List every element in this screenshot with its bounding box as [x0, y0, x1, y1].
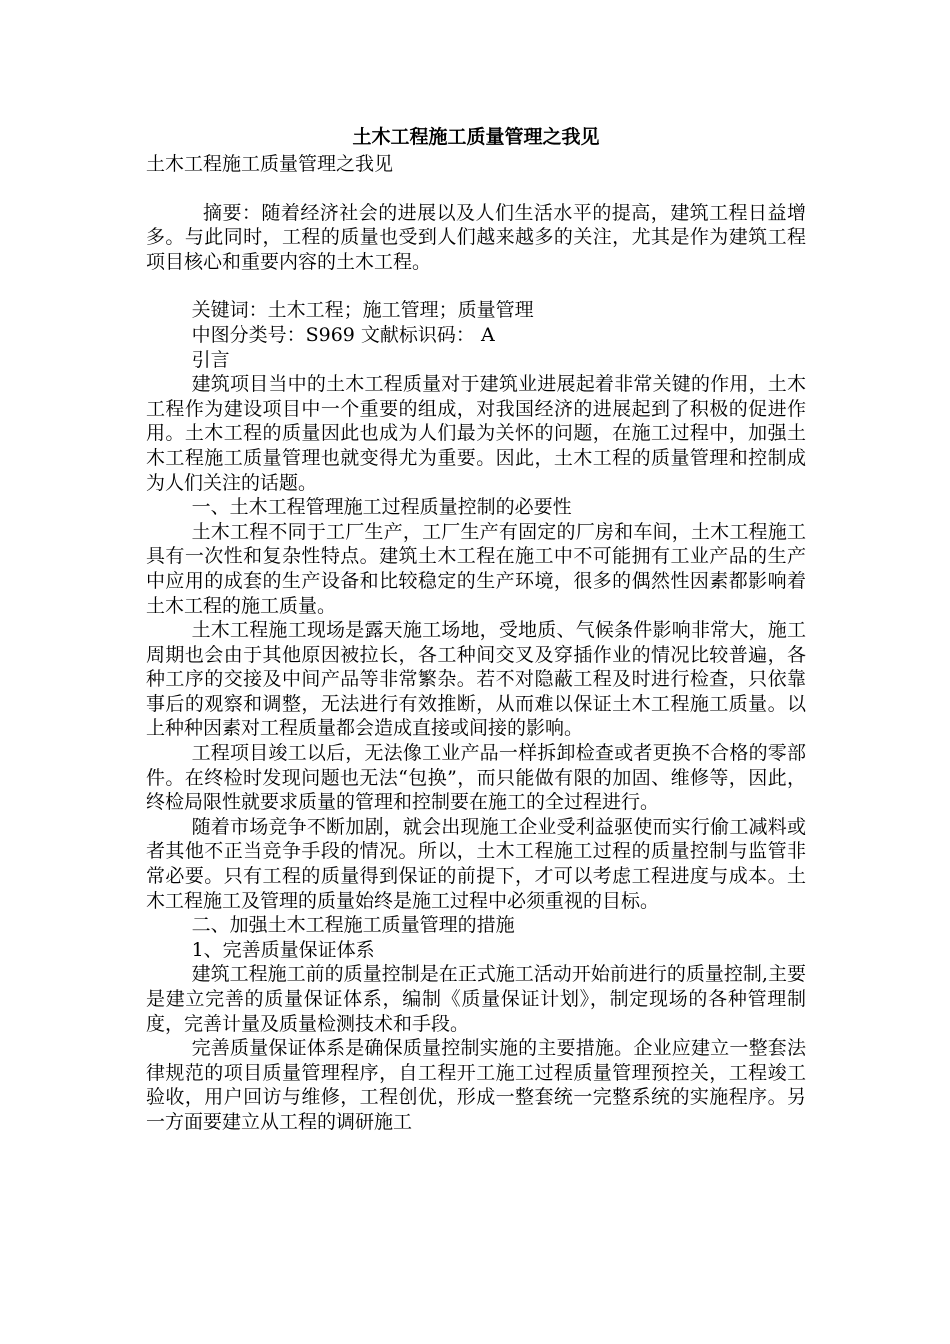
section-heading-1: 一、土木工程管理施工过程质量控制的必要性 [191, 496, 572, 519]
document-page [146, 122, 806, 1135]
subsection-heading-1: 1、完善质量保证体系 [191, 938, 375, 961]
body-paragraph: 随着市场竞争不断加剧，就会出现施工企业受利益驱使而实行偷工减料或者其他不正当竞争手段的情况。所以，土木工程施工过程的质量控制与监管非常必要。只有工程的质量得到保证的前提下，才可以考虑工程进度与成本。土木工程施工及管理的质量始终是施工过程中必须重视的目标。 [146, 815, 806, 912]
body-paragraph: 土木工程施工现场是露天施工场地，受地质、气候条件影响非常大，施工周期也会由于其他原因被拉长，各工种间交叉及穿插作业的情况比较普遍，各种工序的交接及中间产品等非常繁杂。若不对隐蔽工程及时进行检查，只依靠事后的观察和调整，无法进行有效推断，从而难以保证土木工程施工质量。以上种种因素对工程质量都会造成直接或间接的影响。 [146, 619, 806, 740]
body-paragraph: 建筑项目当中的土木工程质量对于建筑业进展起着非常关键的作用，土木工程作为建设项目中一个重要的组成，对我国经济的进展起到了积极的促进作用。土木工程的质量因此也成为人们最为关怀的问题，在施工过程中，加强土木工程施工质量管理也就变得尤为重要。因此，土木工程的质量管理和控制成为人们关注的话题。 [146, 373, 806, 494]
abstract-paragraph: 摘要：随着经济社会的进展以及人们生活水平的提高，建筑工程日益增多。与此同时，工程的质量也受到人们越来越多的关注，尤其是作为建筑工程项目核心和重要内容的土木工程。 [146, 201, 806, 273]
body-paragraph: 完善质量保证体系是确保质量控制实施的主要措施。企业应建立一整套法律规范的项目质量管理程序，自工程开工施工过程质量管理预控关，工程竣工验收，用户回访与维修，工程创优，形成一整套统一完整系统的实施程序。另一方面要建立从工程的调研施工 [146, 1037, 806, 1133]
intro-heading: 引言 [191, 348, 230, 371]
body-paragraph: 工程项目竣工以后，无法像工业产品一样拆卸检查或者更换不合格的零部件。在终检时发现问题也无法“包换”，而只能做有限的加固、维修等，因此，终检局限性就要求质量的管理和控制要在施工的全过程进行。 [146, 742, 806, 814]
document-title: 土木工程施工质量管理之我见 [352, 126, 600, 148]
section-heading-2: 二、加强土木工程施工质量管理的措施 [191, 914, 515, 937]
blank-line [146, 274, 806, 298]
document-subtitle: 土木工程施工质量管理之我见 [146, 153, 394, 175]
classification-line: 中图分类号：S969 文献标识码： A [191, 323, 495, 346]
keywords-line: 关键词：土木工程；施工管理；质量管理 [191, 299, 534, 322]
blank-line [146, 177, 806, 201]
body-paragraph: 建筑工程施工前的质量控制是在正式施工活动开始前进行的质量控制,主要是建立完善的质量保证体系，编制《质量保证计划》，制定现场的各种管理制度，完善计量及质量检测技术和手段。 [146, 963, 806, 1035]
body-paragraph: 土木工程不同于工厂生产，工厂生产有固定的厂房和车间，土木工程施工具有一次性和复杂性特点。建筑土木工程在施工中不可能拥有工业产品的生产中应用的成套的生产设备和比较稳定的生产环境，很多的偶然性因素都影响着土木工程的施工质量。 [146, 520, 806, 617]
